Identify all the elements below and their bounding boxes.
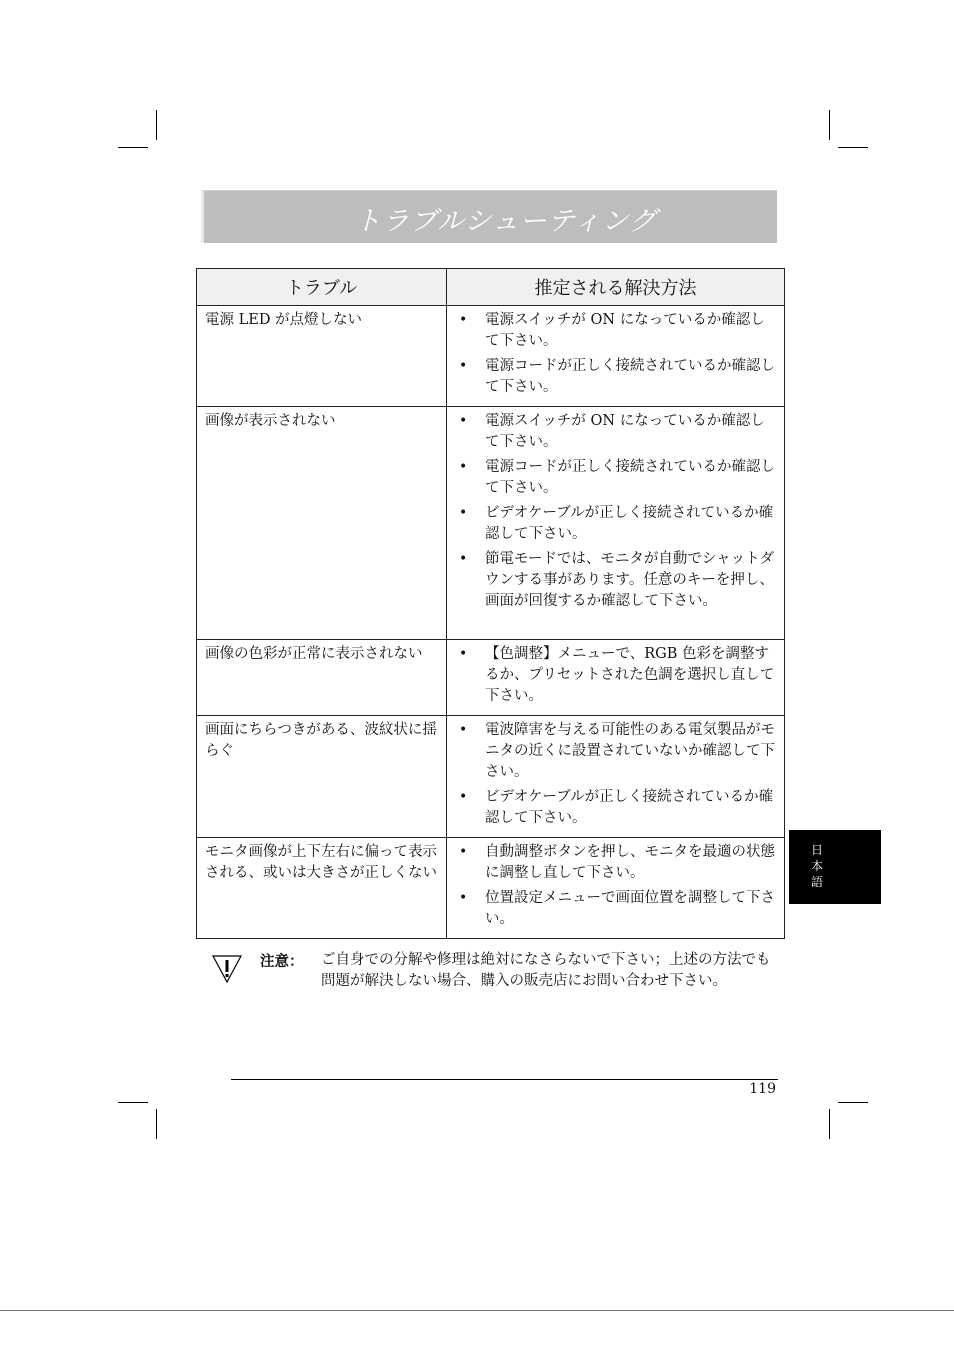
solution-cell (447, 838, 785, 939)
table-header-row (197, 269, 785, 306)
language-tab (789, 830, 881, 904)
bullet-icon: • (459, 890, 468, 906)
bullet-icon: • (459, 844, 468, 860)
table-row (197, 640, 785, 716)
bullet-icon: • (459, 413, 468, 429)
crop-mark (838, 1102, 868, 1103)
table-row (197, 716, 785, 838)
solution-list (455, 644, 776, 707)
problem-cell: 画像の色彩が正常に表示されない (197, 640, 447, 716)
solution-list (455, 842, 776, 930)
crop-mark (156, 1109, 157, 1139)
note-text: ご自身での分解や修理は絶対になさらないで下さい；上述の方法でも問題が解決しない場合、購入の販売店にお問い合わせ下さい。 (321, 952, 771, 989)
solution-text: 【色調整】メニューで、RGB 色彩を調整するか、プリセットされた色調を選択し直して下さい。 (485, 646, 775, 704)
language-tab-label: 日本語 (810, 843, 823, 889)
note-label: 注意： (260, 954, 304, 970)
crop-mark (829, 1109, 830, 1139)
crop-mark (118, 147, 148, 148)
solution-text: 自動調整ボタンを押し、モニタを最適の状態に調整し直して下さい。 (485, 844, 775, 881)
solution-text: ビデオケーブルが正しく接続されているか確認して下さい。 (485, 789, 774, 826)
solution-cell (447, 640, 785, 716)
solution-list (455, 720, 776, 829)
solution-text: 節電モードでは、モニタが自動でシャットダウンする事があります。任意のキーを押し、画面が回復するか確認して下さい。 (485, 551, 775, 609)
list-item (455, 549, 776, 612)
list-item (455, 842, 776, 884)
table-row (197, 407, 785, 640)
bullet-icon: • (459, 505, 468, 521)
troubleshooting-table (196, 268, 785, 939)
solution-list (455, 310, 776, 398)
table-row (197, 838, 785, 939)
problem-cell: 電源 LED が点燈しない (197, 306, 447, 407)
solution-text: 電源コードが正しく接続されているか確認して下さい。 (485, 459, 775, 496)
solution-list (455, 411, 776, 612)
title-banner (201, 190, 777, 243)
crop-mark (829, 110, 830, 140)
bullet-icon: • (459, 646, 468, 662)
bullet-icon: • (459, 722, 468, 738)
crop-mark (156, 110, 157, 140)
solution-text: 電源スイッチが ON になっているか確認して下さい。 (485, 413, 765, 450)
header-solution: 推定される解決方法 (447, 269, 785, 306)
list-item (455, 720, 776, 783)
bullet-icon: • (459, 312, 468, 328)
warning-triangle-icon (210, 952, 244, 984)
problem-cell: 画像が表示されない (197, 407, 447, 640)
solution-text: 電源コードが正しく接続されているか確認して下さい。 (485, 358, 775, 395)
list-item (455, 503, 776, 545)
list-item (455, 787, 776, 829)
header-problem: トラブル (197, 269, 447, 306)
list-item (455, 356, 776, 398)
bullet-icon: • (459, 358, 468, 374)
bullet-icon: • (459, 789, 468, 805)
page-bottom-divider (0, 1310, 954, 1311)
crop-mark (838, 147, 868, 148)
solution-text: ビデオケーブルが正しく接続されているか確認して下さい。 (485, 505, 774, 542)
list-item (455, 310, 776, 352)
solution-cell (447, 716, 785, 838)
problem-cell: モニタ画像が上下左右に偏って表示される、或いは大きさが正しくない (197, 838, 447, 939)
bullet-icon: • (459, 551, 468, 567)
solution-text: 電源スイッチが ON になっているか確認して下さい。 (485, 312, 765, 349)
solution-text: 位置設定メニューで画面位置を調整して下さい。 (485, 890, 775, 927)
list-item (455, 411, 776, 453)
page-number: 119 (749, 1081, 776, 1097)
page-title: トラブルシューティング (354, 206, 658, 237)
solution-cell (447, 306, 785, 407)
list-item (455, 644, 776, 707)
list-item (455, 457, 776, 499)
solution-cell (447, 407, 785, 640)
problem-cell: 画面にちらつきがある、波紋状に揺らぐ (197, 716, 447, 838)
bullet-icon: • (459, 459, 468, 475)
solution-text: 電波障害を与える可能性のある電気製品がモニタの近くに設置されていないか確認して下さい。 (485, 722, 775, 780)
table-row (197, 306, 785, 407)
footer-divider (231, 1079, 778, 1080)
crop-mark (118, 1102, 148, 1103)
list-item (455, 888, 776, 930)
